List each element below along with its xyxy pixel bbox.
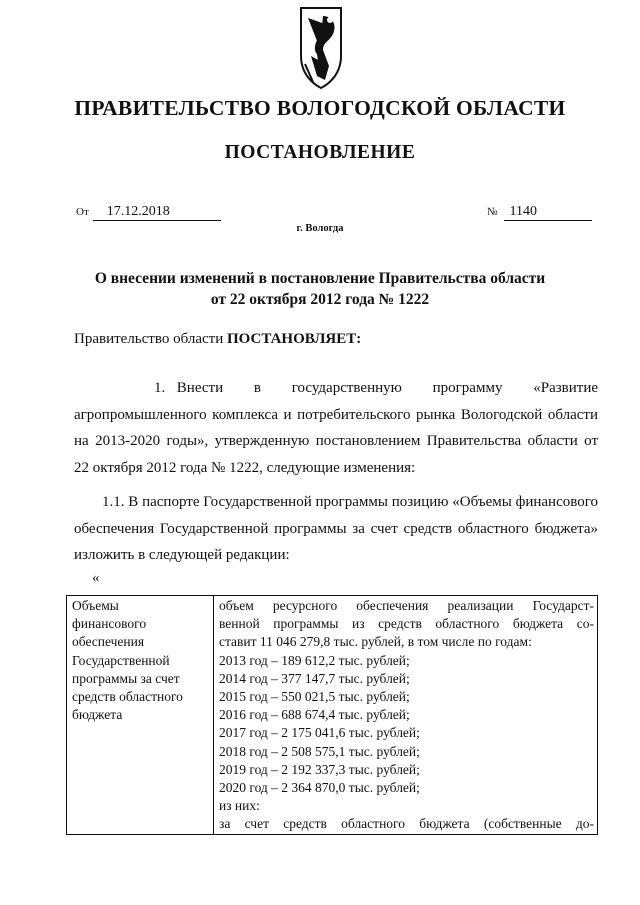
number-prefix: №: [487, 206, 498, 218]
intro-text: Правительство области: [74, 331, 224, 347]
paragraph-1: [74, 375, 598, 481]
financing-table: [66, 595, 598, 835]
left-cell-line: обеспечения: [72, 634, 145, 650]
year-line: 2018 год – 2 508 575,1 тыс. рублей;: [219, 743, 420, 759]
government-title: ПРАВИТЕЛЬСТВО ВОЛОГОДСКОЙ ОБЛАСТИ: [74, 96, 566, 120]
intro-resolves: ПОСТАНОВЛЯЕТ:: [226, 331, 362, 347]
left-cell-line: программы за счет: [72, 670, 180, 686]
opening-quote: «: [92, 570, 100, 586]
left-cell-line: Объемы: [72, 598, 119, 613]
from-them-line: из них:: [219, 798, 260, 814]
date-prefix: От: [76, 206, 89, 218]
left-cell-line: бюджета: [72, 707, 123, 723]
table-right-cell: [214, 596, 598, 835]
table-row: [67, 596, 598, 835]
paragraph-1-1: [74, 489, 598, 569]
intro-paragraph: [74, 326, 598, 353]
paragraph-1-1-text: 1.1. В паспорте Государственной программы позицию «Объемы финансового обеспечения Государственной программы за счет средств областного бюджета» изложить в следующей редакции:: [74, 494, 598, 563]
year-line: 2019 год – 2 192 337,3 тыс. рублей;: [219, 761, 420, 777]
subject-line-2: от 22 октября 2012 года № 1222: [210, 291, 430, 308]
right-intro-line: ставит 11 046 279,8 тыс. рублей, в том числе по годам:: [219, 634, 532, 650]
document-date: 17.12.2018: [93, 204, 221, 221]
subject-line-1: О внесении изменений в постановление Правительства области: [94, 270, 546, 287]
city: г. Вологда: [296, 223, 344, 234]
table-left-cell: [67, 596, 214, 835]
year-line: 2015 год – 550 021,5 тыс. рублей;: [219, 689, 410, 705]
document-type: ПОСТАНОВЛЕНИЕ: [224, 142, 416, 163]
left-cell-line: Государственной: [72, 652, 170, 668]
left-cell-line: средств областного: [72, 689, 183, 705]
coat-of-arms-emblem: [299, 6, 343, 90]
right-intro-line: венной программы из средств областного бюджета со-: [219, 616, 594, 632]
year-line: 2017 год – 2 175 041,6 тыс. рублей;: [219, 725, 420, 741]
document-number: 1140: [504, 204, 592, 221]
date-line: [76, 203, 221, 221]
paragraph-1-text: Внести в государственную программу «Развитие агропромышленного комплекса и потребительского рынка Вологодской области на 2013-2020 годы», утвержденную постановлением Правительства области от 22 октября 2012 года № 1222, следующие изменения:: [74, 380, 599, 476]
year-line: 2020 год – 2 364 870,0 тыс. рублей;: [219, 780, 420, 796]
year-line: 2014 год – 377 147,7 тыс. рублей;: [219, 670, 410, 686]
number-line: [487, 203, 592, 221]
document-subject: [60, 268, 580, 310]
budget-source-line: за счет средств областного бюджета (собственные до-: [219, 816, 594, 832]
left-cell-line: финансового: [72, 616, 147, 632]
year-line: 2013 год – 189 612,2 тыс. рублей;: [219, 652, 410, 668]
year-line: 2016 год – 688 674,4 тыс. рублей;: [219, 707, 410, 723]
paragraph-1-number: 1.: [154, 380, 166, 396]
right-intro-line: объем ресурсного обеспечения реализации Государст-: [219, 598, 594, 613]
